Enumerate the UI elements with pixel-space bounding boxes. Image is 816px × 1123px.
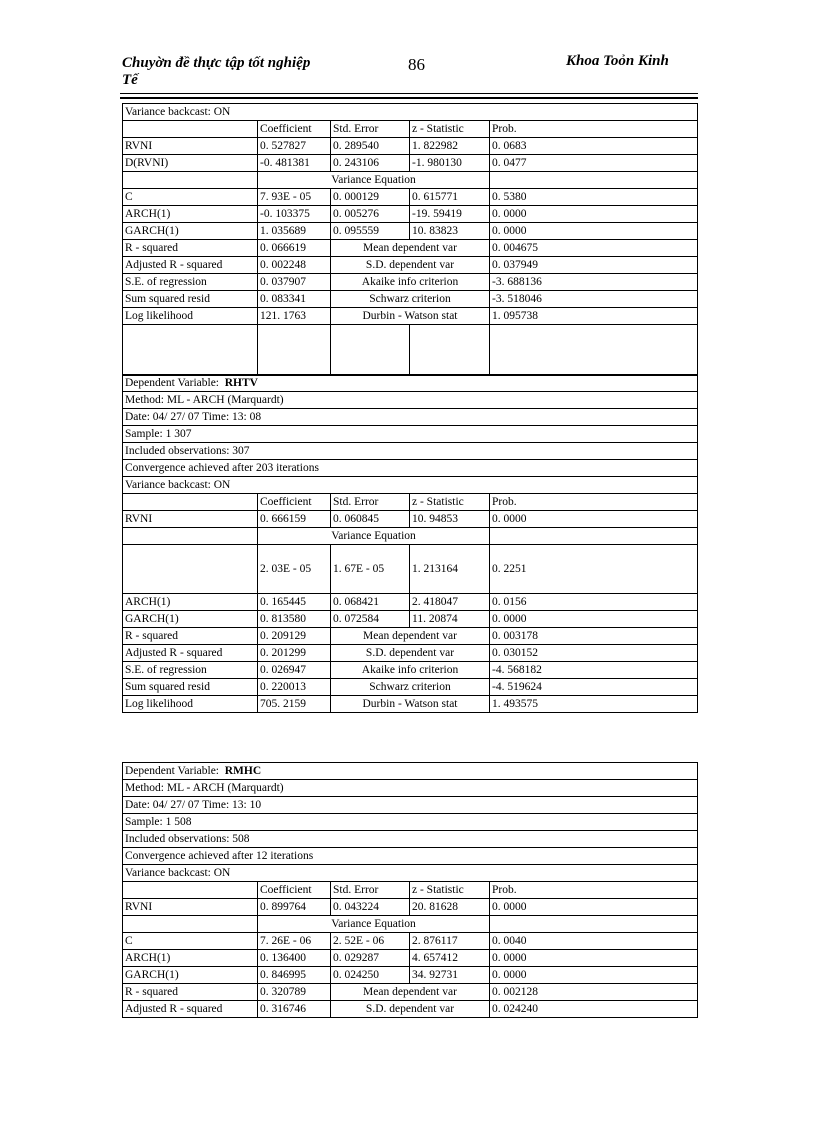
table-cell: 0. 0000 — [490, 899, 698, 916]
stat-label: Mean dependent var — [331, 984, 490, 1001]
table-cell: 2. 52E - 06 — [331, 933, 410, 950]
variance-backcast: Variance backcast: ON — [123, 104, 698, 121]
table-row — [123, 274, 698, 291]
table-row — [123, 528, 698, 545]
empty-cell — [258, 325, 331, 376]
table-cell: 0. 043224 — [331, 899, 410, 916]
table-row — [123, 916, 698, 933]
stat-label: S.D. dependent var — [331, 645, 490, 662]
column-header: z - Statistic — [410, 494, 490, 511]
table-row — [123, 121, 698, 138]
table-cell: 7. 93E - 05 — [258, 189, 331, 206]
table-cell: 0. 243106 — [331, 155, 410, 172]
header-blank — [123, 494, 258, 511]
column-header: Coefficient — [258, 882, 331, 899]
stat-value: 0. 002248 — [258, 257, 331, 274]
table-row — [123, 172, 698, 189]
table-row — [123, 967, 698, 984]
table-cell: -19. 59419 — [410, 206, 490, 223]
variance-equation-label: Variance Equation — [258, 172, 490, 189]
table-cell: GARCH(1) — [123, 223, 258, 240]
table-cell: 7. 26E - 06 — [258, 933, 331, 950]
stat-label: S.E. of regression — [123, 274, 258, 291]
table-cell: 0. 005276 — [331, 206, 410, 223]
table-cell: ARCH(1) — [123, 950, 258, 967]
stat-label: Schwarz criterion — [331, 679, 490, 696]
table-cell: 1. 822982 — [410, 138, 490, 155]
empty-cell — [410, 325, 490, 376]
date-time: Date: 04/ 27/ 07 Time: 13: 10 — [123, 797, 698, 814]
table-row — [123, 240, 698, 257]
stat-value: 0. 037949 — [490, 257, 698, 274]
stat-value: 0. 004675 — [490, 240, 698, 257]
table-cell: 0. 165445 — [258, 594, 331, 611]
table-row — [123, 628, 698, 645]
table-cell: 0. 072584 — [331, 611, 410, 628]
table-cell: 0. 0000 — [490, 967, 698, 984]
table-row — [123, 257, 698, 274]
stat-label: Schwarz criterion — [331, 291, 490, 308]
variance-backcast: Variance backcast: ON — [123, 865, 698, 882]
table-cell: 1. 035689 — [258, 223, 331, 240]
header-blank — [123, 172, 258, 189]
dependent-label: Dependent Variable: — [125, 377, 219, 389]
header-blank — [490, 172, 698, 189]
table-cell: ARCH(1) — [123, 206, 258, 223]
dependent-variable — [123, 763, 698, 780]
dependent-var: RHTV — [224, 377, 258, 389]
stat-value: 0. 003178 — [490, 628, 698, 645]
stat-label: Adjusted R - squared — [123, 1001, 258, 1018]
stat-value: -4. 568182 — [490, 662, 698, 679]
table-cell: 0. 527827 — [258, 138, 331, 155]
table-cell: 0. 899764 — [258, 899, 331, 916]
stat-value: 0. 209129 — [258, 628, 331, 645]
column-header: z - Statistic — [410, 882, 490, 899]
table-cell: 0. 615771 — [410, 189, 490, 206]
table-cell: C — [123, 933, 258, 950]
table-row — [123, 206, 698, 223]
header-title-line2: Tế — [122, 72, 138, 88]
table-cell — [123, 545, 258, 594]
regression-table-rmhc — [122, 762, 698, 1018]
regression-table-rhtv — [122, 374, 698, 713]
column-header: Coefficient — [258, 494, 331, 511]
header-title-line1: Chuyờn đề thực tập tốt nghiệp — [122, 55, 311, 71]
regression-table-rvni — [122, 103, 698, 376]
table-cell: 0. 0000 — [490, 511, 698, 528]
table-cell: 2. 03E - 05 — [258, 545, 331, 594]
table-cell: 10. 94853 — [410, 511, 490, 528]
stat-value: 0. 083341 — [258, 291, 331, 308]
table-cell: -1. 980130 — [410, 155, 490, 172]
dependent-variable — [123, 375, 698, 392]
observations: Included observations: 307 — [123, 443, 698, 460]
stat-label: Mean dependent var — [331, 628, 490, 645]
table-cell: 0. 0477 — [490, 155, 698, 172]
stat-label: R - squared — [123, 240, 258, 257]
table-cell: 0. 0000 — [490, 950, 698, 967]
table-cell: 0. 2251 — [490, 545, 698, 594]
stat-label: R - squared — [123, 628, 258, 645]
table-row — [123, 308, 698, 325]
table-cell: 0. 666159 — [258, 511, 331, 528]
stat-value: 0. 220013 — [258, 679, 331, 696]
table-row — [123, 696, 698, 713]
table-cell: ARCH(1) — [123, 594, 258, 611]
header-rule-thick — [120, 97, 698, 99]
observations: Included observations: 508 — [123, 831, 698, 848]
table-row — [123, 662, 698, 679]
table-cell: 11. 20874 — [410, 611, 490, 628]
table-row — [123, 679, 698, 696]
stat-label: R - squared — [123, 984, 258, 1001]
column-header: Std. Error — [331, 882, 410, 899]
table-cell: 0. 136400 — [258, 950, 331, 967]
table-cell: 0. 289540 — [331, 138, 410, 155]
table-row — [123, 494, 698, 511]
stat-value: 0. 316746 — [258, 1001, 331, 1018]
column-header: Prob. — [490, 121, 698, 138]
empty-cell — [123, 325, 258, 376]
header-blank — [123, 528, 258, 545]
table-row — [123, 325, 698, 376]
table-cell: 2. 418047 — [410, 594, 490, 611]
stat-value: 0. 066619 — [258, 240, 331, 257]
column-header: z - Statistic — [410, 121, 490, 138]
header-blank — [490, 528, 698, 545]
dependent-label: Dependent Variable: — [125, 765, 219, 777]
stat-value: -4. 519624 — [490, 679, 698, 696]
column-header: Prob. — [490, 494, 698, 511]
table-cell: RVNI — [123, 511, 258, 528]
stat-label: Durbin - Watson stat — [331, 696, 490, 713]
stat-value: 0. 024240 — [490, 1001, 698, 1018]
header-blank — [123, 121, 258, 138]
table-row — [123, 933, 698, 950]
table-row — [123, 291, 698, 308]
stat-value: -3. 518046 — [490, 291, 698, 308]
column-header: Prob. — [490, 882, 698, 899]
convergence: Convergence achieved after 12 iterations — [123, 848, 698, 865]
table-row — [123, 882, 698, 899]
table-row — [123, 611, 698, 628]
stat-value: 0. 026947 — [258, 662, 331, 679]
header-blank — [490, 916, 698, 933]
table-cell: 1. 213164 — [410, 545, 490, 594]
stat-label: Akaike info criterion — [331, 274, 490, 291]
table-cell: 0. 0000 — [490, 223, 698, 240]
stat-label: Adjusted R - squared — [123, 257, 258, 274]
empty-cell — [490, 325, 698, 376]
stat-label: S.E. of regression — [123, 662, 258, 679]
stat-label: Log likelihood — [123, 308, 258, 325]
table-cell: 0. 5380 — [490, 189, 698, 206]
table-row — [123, 223, 698, 240]
dependent-var: RMHC — [224, 765, 262, 777]
table-cell: 0. 0156 — [490, 594, 698, 611]
table-cell: 2. 876117 — [410, 933, 490, 950]
table-cell: 4. 657412 — [410, 950, 490, 967]
table-cell: 1. 67E - 05 — [331, 545, 410, 594]
table-cell: 0. 068421 — [331, 594, 410, 611]
stat-label: Sum squared resid — [123, 679, 258, 696]
table-cell: 0. 0683 — [490, 138, 698, 155]
method: Method: ML - ARCH (Marquardt) — [123, 392, 698, 409]
table-cell: GARCH(1) — [123, 611, 258, 628]
table-cell: RVNI — [123, 138, 258, 155]
variance-equation-label: Variance Equation — [258, 528, 490, 545]
table-cell: -0. 103375 — [258, 206, 331, 223]
table-cell: 0. 024250 — [331, 967, 410, 984]
table-cell: RVNI — [123, 899, 258, 916]
table-cell: GARCH(1) — [123, 967, 258, 984]
stat-value: 121. 1763 — [258, 308, 331, 325]
column-header: Coefficient — [258, 121, 331, 138]
table-row — [123, 899, 698, 916]
table-cell: 34. 92731 — [410, 967, 490, 984]
table-row — [123, 138, 698, 155]
table-cell: D(RVNI) — [123, 155, 258, 172]
table-row — [123, 950, 698, 967]
header-left — [122, 55, 352, 89]
stat-value: 1. 493575 — [490, 696, 698, 713]
column-header: Std. Error — [331, 494, 410, 511]
stat-value: 0. 037907 — [258, 274, 331, 291]
table-row — [123, 645, 698, 662]
stat-label: S.D. dependent var — [331, 257, 490, 274]
table-cell: 0. 0040 — [490, 933, 698, 950]
table-cell: 0. 846995 — [258, 967, 331, 984]
table-row — [123, 1001, 698, 1018]
table-cell: 0. 000129 — [331, 189, 410, 206]
stat-value: 0. 030152 — [490, 645, 698, 662]
page-number: 86 — [408, 55, 425, 74]
table-cell: -0. 481381 — [258, 155, 331, 172]
header-rule-thin — [120, 93, 698, 94]
stat-label: Akaike info criterion — [331, 662, 490, 679]
date-time: Date: 04/ 27/ 07 Time: 13: 08 — [123, 409, 698, 426]
stat-label: Durbin - Watson stat — [331, 308, 490, 325]
stat-value: 0. 201299 — [258, 645, 331, 662]
table-cell: 10. 83823 — [410, 223, 490, 240]
table-row — [123, 594, 698, 611]
table-cell: 0. 060845 — [331, 511, 410, 528]
empty-cell — [331, 325, 410, 376]
convergence: Convergence achieved after 203 iterations — [123, 460, 698, 477]
sample: Sample: 1 508 — [123, 814, 698, 831]
table-cell: 0. 029287 — [331, 950, 410, 967]
sample: Sample: 1 307 — [123, 426, 698, 443]
header-blank — [123, 916, 258, 933]
stat-label: Mean dependent var — [331, 240, 490, 257]
table-row — [123, 984, 698, 1001]
table-cell: 20. 81628 — [410, 899, 490, 916]
stat-value: -3. 688136 — [490, 274, 698, 291]
stat-label: Sum squared resid — [123, 291, 258, 308]
stat-value: 705. 2159 — [258, 696, 331, 713]
variance-equation-label: Variance Equation — [258, 916, 490, 933]
stat-label: S.D. dependent var — [331, 1001, 490, 1018]
variance-backcast: Variance backcast: ON — [123, 477, 698, 494]
header-right: Khoa Toỏn Kinh — [566, 53, 669, 69]
stat-label: Log likelihood — [123, 696, 258, 713]
table-cell: 0. 0000 — [490, 611, 698, 628]
header-blank — [123, 882, 258, 899]
table-cell: 0. 813580 — [258, 611, 331, 628]
method: Method: ML - ARCH (Marquardt) — [123, 780, 698, 797]
table-cell: 0. 095559 — [331, 223, 410, 240]
table-cell: 0. 0000 — [490, 206, 698, 223]
stat-value: 0. 002128 — [490, 984, 698, 1001]
stat-value: 0. 320789 — [258, 984, 331, 1001]
stat-label: Adjusted R - squared — [123, 645, 258, 662]
table-row — [123, 545, 698, 594]
table-cell: C — [123, 189, 258, 206]
table-row — [123, 155, 698, 172]
table-row — [123, 189, 698, 206]
column-header: Std. Error — [331, 121, 410, 138]
stat-value: 1. 095738 — [490, 308, 698, 325]
table-row — [123, 511, 698, 528]
